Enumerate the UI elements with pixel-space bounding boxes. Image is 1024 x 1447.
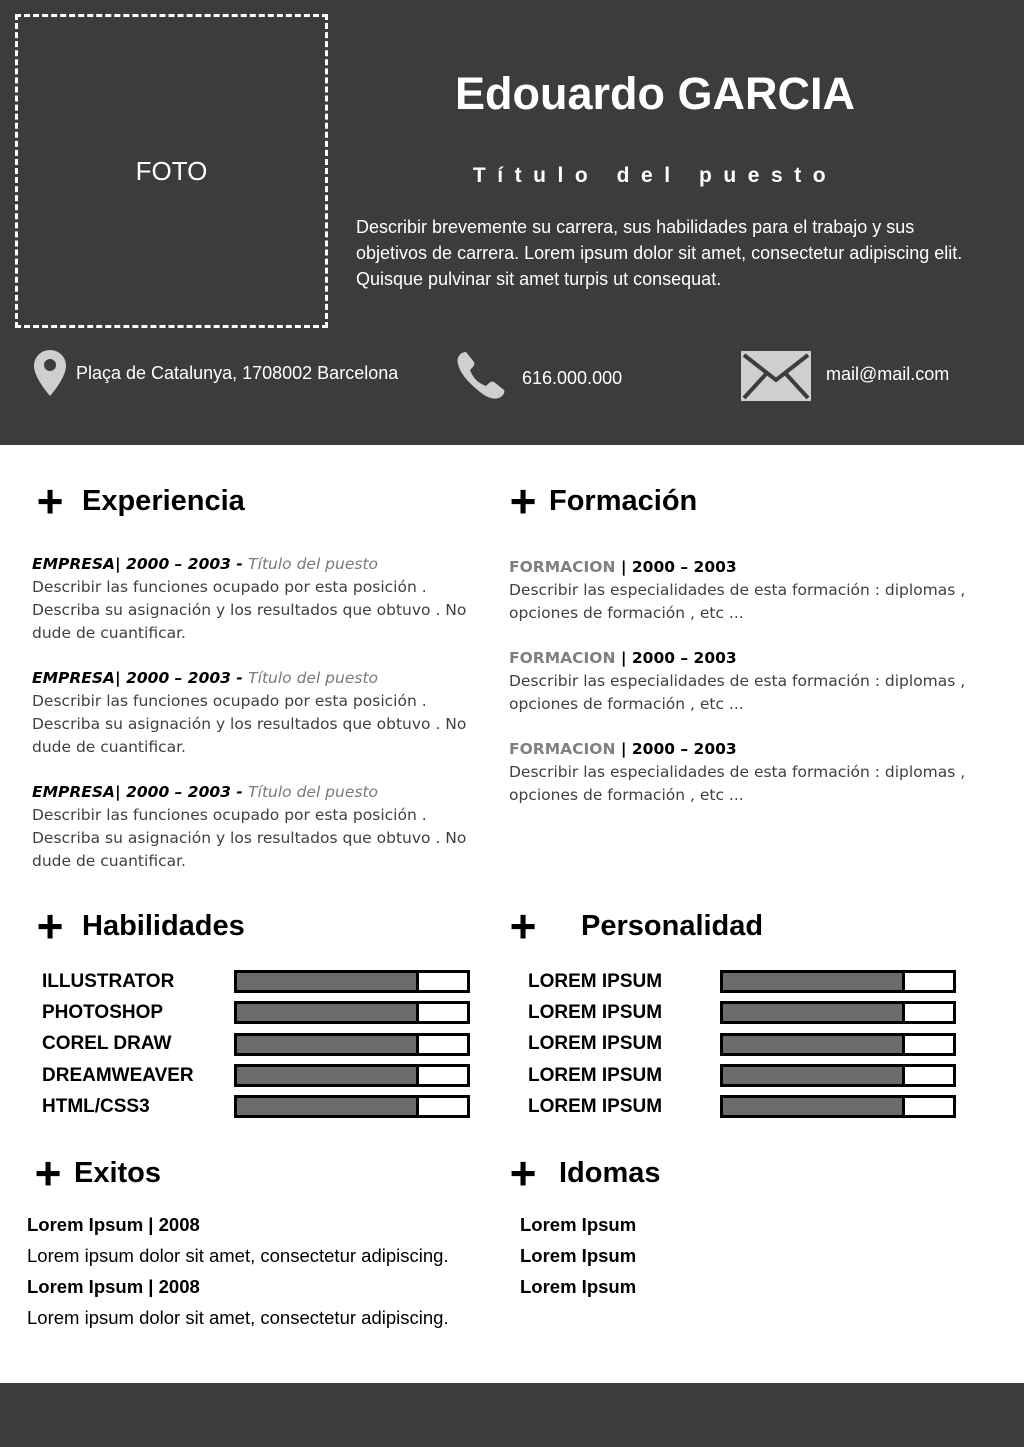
skill-name: COREL DRAW xyxy=(42,1033,172,1055)
skill-name: HTML/CSS3 xyxy=(42,1095,150,1117)
trait-row xyxy=(528,1060,956,1091)
plus-icon: + xyxy=(509,900,537,952)
trait-name: LOREM IPSUM xyxy=(528,1095,663,1117)
skill-name: DREAMWEAVER xyxy=(42,1064,194,1086)
edu-description: Describir las especialidades de esta formación : diplomas , opciones de formación , etc ... xyxy=(509,672,966,713)
trait-bar-fill xyxy=(723,1036,905,1053)
achievement-name: Lorem Ipsum xyxy=(27,1276,144,1297)
trait-bar xyxy=(720,970,956,993)
envelope-icon xyxy=(740,350,812,402)
achievements-title: Exitos xyxy=(74,1156,162,1189)
trait-name: LOREM IPSUM xyxy=(528,1064,663,1086)
edu-description: Describir las especialidades de esta formación : diplomas , opciones de formación , etc ... xyxy=(509,581,966,622)
skill-row xyxy=(42,966,470,997)
skill-bar xyxy=(234,1001,470,1024)
exp-company: EMPRESA| 2000 – 2003 - xyxy=(32,669,249,687)
trait-bar-fill xyxy=(723,973,905,990)
skill-bar xyxy=(234,970,470,993)
skill-bar-fill xyxy=(237,1036,419,1053)
job-title: Título del puesto xyxy=(472,164,838,187)
achievement-text: Lorem ipsum dolor sit amet, consectetur adipiscing. xyxy=(27,1307,449,1328)
skill-row xyxy=(42,997,470,1028)
skill-bar xyxy=(234,1095,470,1118)
skill-name: PHOTOSHOP xyxy=(42,1001,164,1023)
exp-company: EMPRESA| 2000 – 2003 - xyxy=(32,783,249,801)
experience-list xyxy=(32,553,472,895)
exp-description: Describir las funciones ocupado por esta posición . Describa su asignación y los resultados que obtuvo . No dude de cuantificar. xyxy=(32,806,467,870)
education-entry xyxy=(509,738,979,807)
phone-icon xyxy=(456,350,506,400)
skills-list xyxy=(42,966,470,1122)
edu-years: | 2000 – 2003 xyxy=(615,740,737,758)
education-entry xyxy=(509,556,979,625)
phone-text: 616.000.000 xyxy=(522,367,623,388)
experience-entry xyxy=(32,781,472,873)
photo-placeholder[interactable] xyxy=(15,14,328,328)
language-item: Lorem Ipsum xyxy=(520,1214,637,1235)
exp-description: Describir las funciones ocupado por esta posición . Describa su asignación y los resultados que obtuvo . No dude de cuantificar. xyxy=(32,692,467,756)
plus-icon: + xyxy=(36,900,64,952)
plus-icon: + xyxy=(509,475,537,527)
experience-title: Experiencia xyxy=(82,484,245,517)
skills-title: Habilidades xyxy=(82,909,245,942)
achievement-text: Lorem ipsum dolor sit amet, consectetur adipiscing. xyxy=(27,1245,449,1266)
skill-name: ILLUSTRATOR xyxy=(42,970,175,992)
skill-row xyxy=(42,1060,470,1091)
edu-label: FORMACION xyxy=(509,558,616,576)
personality-heading xyxy=(505,900,764,952)
skills-heading xyxy=(32,900,245,952)
achievements-heading xyxy=(30,1147,162,1199)
experience-entry xyxy=(32,553,472,645)
experience-heading xyxy=(32,475,245,527)
exp-role: Título del puesto xyxy=(248,669,379,687)
achievement-heading xyxy=(27,1209,449,1240)
trait-name: LOREM IPSUM xyxy=(528,1001,663,1023)
candidate-name: Edouardo GARCIA xyxy=(455,68,855,119)
header-band xyxy=(0,0,1024,445)
trait-name: LOREM IPSUM xyxy=(528,1033,663,1055)
contact-address xyxy=(34,350,398,396)
skill-bar-fill xyxy=(237,1004,419,1021)
trait-bar-fill xyxy=(723,1004,905,1021)
skill-bar-fill xyxy=(237,1098,419,1115)
contact-phone xyxy=(456,350,622,400)
skill-bar xyxy=(234,1033,470,1056)
exp-description: Describir las funciones ocupado por esta posición . Describa su asignación y los resultados que obtuvo . No dude de cuantificar. xyxy=(32,578,467,642)
exp-role: Título del puesto xyxy=(248,555,379,573)
education-entry xyxy=(509,647,979,716)
trait-bar xyxy=(720,1001,956,1024)
trait-bar-fill xyxy=(723,1067,905,1084)
education-heading xyxy=(505,475,698,527)
languages-list xyxy=(520,1209,636,1302)
trait-row xyxy=(528,1029,956,1060)
personality-title: Personalidad xyxy=(581,909,764,942)
trait-bar xyxy=(720,1033,956,1056)
exp-role: Título del puesto xyxy=(248,783,379,801)
trait-row xyxy=(528,1091,956,1122)
email-text: mail@mail.com xyxy=(826,363,950,384)
education-list xyxy=(509,556,979,829)
achievement-name: Lorem Ipsum xyxy=(27,1214,144,1235)
trait-bar-fill xyxy=(723,1098,905,1115)
plus-icon: + xyxy=(509,1147,537,1199)
achievement-heading xyxy=(27,1271,449,1302)
plus-icon: + xyxy=(34,1147,62,1199)
education-title: Formación xyxy=(549,484,698,517)
achievement-year: | 2008 xyxy=(143,1276,200,1297)
edu-label: FORMACION xyxy=(509,740,616,758)
languages-heading xyxy=(505,1147,661,1199)
trait-bar xyxy=(720,1064,956,1087)
language-item: Lorem Ipsum xyxy=(520,1245,637,1266)
career-summary: Describir brevemente su carrera, sus habilidades para el trabajo y sus objetivos de carrera. Lorem ipsum dolor sit amet, consectetur adipiscing elit. Quisque pulvinar sit amet turpis ut consequat. xyxy=(356,217,963,289)
edu-years: | 2000 – 2003 xyxy=(615,649,737,667)
achievements-list xyxy=(27,1209,449,1333)
language-item: Lorem Ipsum xyxy=(520,1276,637,1297)
trait-name: LOREM IPSUM xyxy=(528,970,663,992)
experience-entry xyxy=(32,667,472,759)
trait-row xyxy=(528,997,956,1028)
skill-bar-fill xyxy=(237,1067,419,1084)
trait-bar xyxy=(720,1095,956,1118)
skill-bar-fill xyxy=(237,973,419,990)
trait-row xyxy=(528,966,956,997)
location-pin-icon xyxy=(34,350,66,396)
footer-band xyxy=(0,1383,1024,1447)
contact-email xyxy=(740,350,949,402)
exp-company: EMPRESA| 2000 – 2003 - xyxy=(32,555,249,573)
address-text: Plaça de Catalunya, 1708002 Barcelona xyxy=(76,362,399,383)
edu-description: Describir las especialidades de esta formación : diplomas , opciones de formación , etc ... xyxy=(509,763,966,804)
achievement-year: | 2008 xyxy=(143,1214,200,1235)
photo-label: FOTO xyxy=(135,155,208,186)
languages-title: Idomas xyxy=(559,1156,661,1189)
personality-list xyxy=(528,966,956,1122)
skill-row xyxy=(42,1029,470,1060)
skill-bar xyxy=(234,1064,470,1087)
edu-years: | 2000 – 2003 xyxy=(615,558,737,576)
edu-label: FORMACION xyxy=(509,649,616,667)
skill-row xyxy=(42,1091,470,1122)
plus-icon: + xyxy=(36,475,64,527)
